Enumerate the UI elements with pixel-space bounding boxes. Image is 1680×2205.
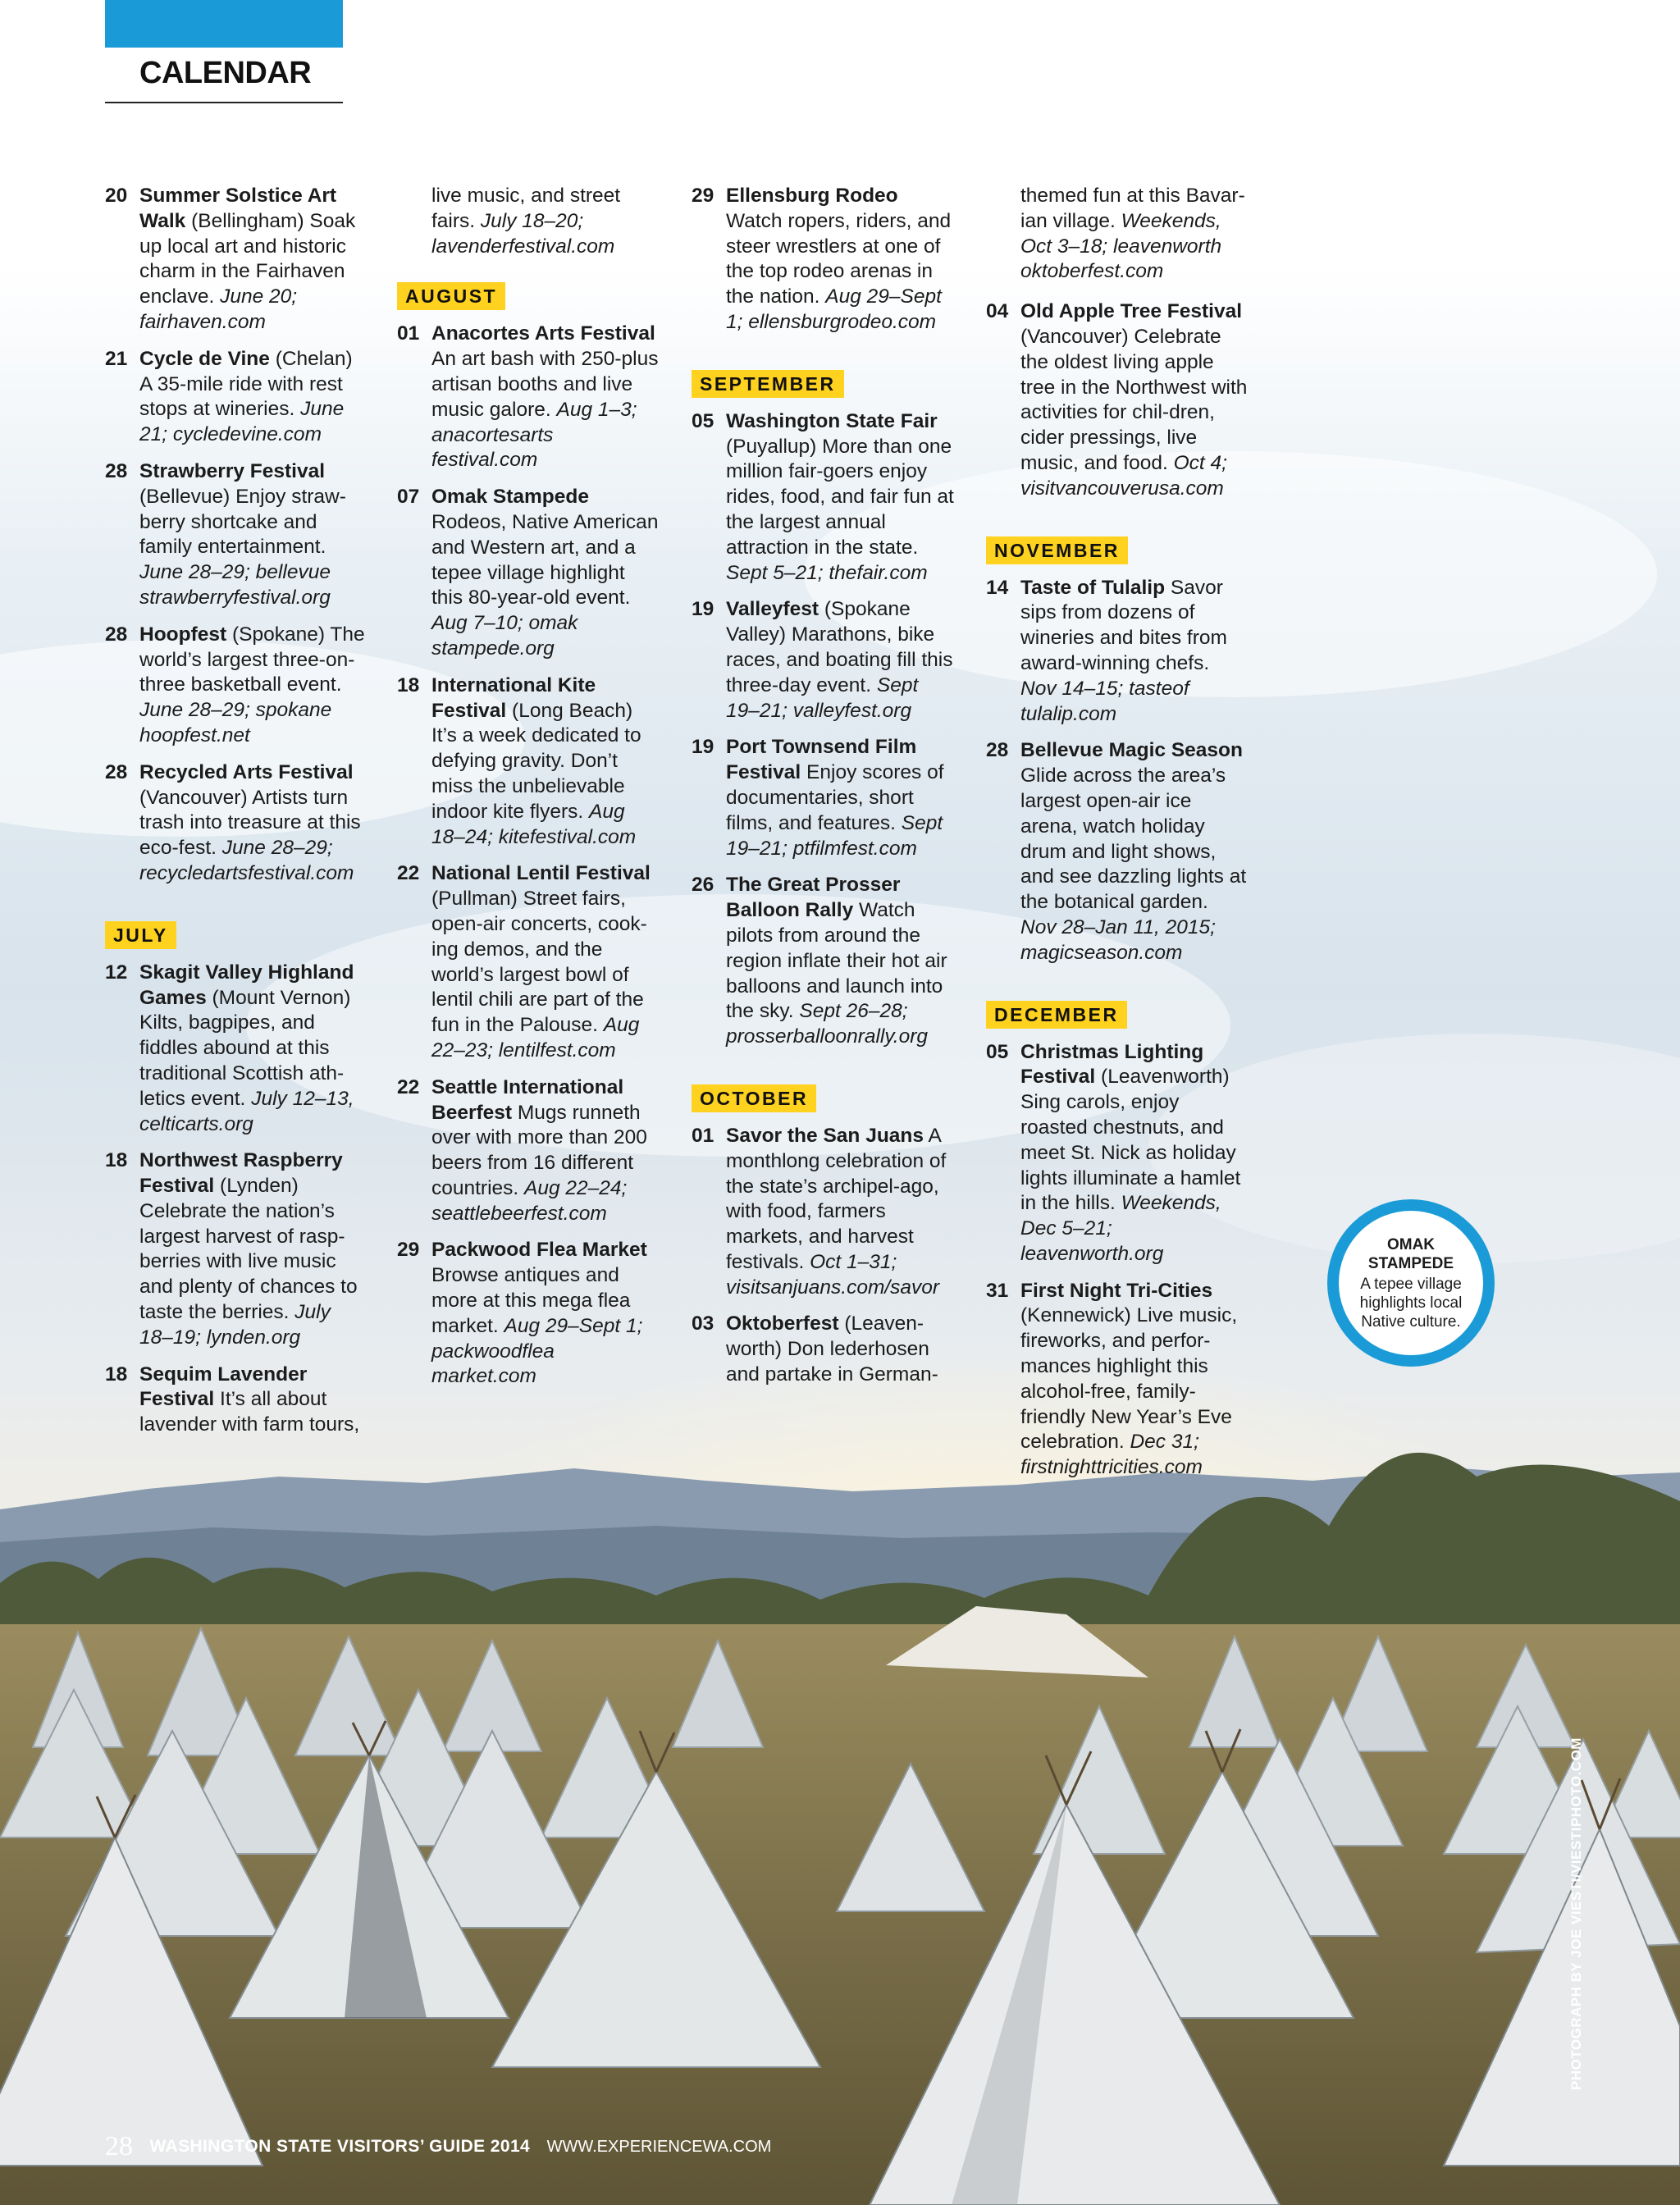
- event-entry: [397, 1238, 660, 1390]
- event-date: Sept 19–21; valleyfest.org: [726, 673, 919, 722]
- event-name: The Great Prosser Balloon Rally: [726, 874, 901, 922]
- event-day: 22: [397, 1075, 420, 1098]
- event-name: Strawberry Festival: [139, 459, 326, 482]
- event-date: Weekends, Dec 5–21; leavenworth.org: [1020, 1192, 1221, 1265]
- month-label-november: NOVEMBER: [986, 536, 1128, 564]
- event-day: 26: [692, 874, 714, 897]
- event-description: (Long Beach) It’s a week dedicated to defying gravity. Don’t miss the unbelievable indoor kite flyers.: [431, 699, 641, 823]
- event-entry: [105, 623, 368, 749]
- event-description: (Vancouver) Celebrate the oldest living apple tree in the Northwest with activities for chil-dren, cider pressings, live music, and food.: [1020, 325, 1248, 474]
- event-entry: [105, 961, 368, 1138]
- event-name: Hoopfest: [139, 623, 227, 646]
- photo-caption-callout: [1327, 1199, 1495, 1367]
- event-day: 01: [692, 1124, 714, 1147]
- event-description: (Spokane Valley) Marathons, bike races, and boating fill this three-day event.: [726, 598, 953, 696]
- event-date: June 21; cycledevine.com: [139, 398, 345, 446]
- event-date: Oct 4; visitvancouverusa.com: [1020, 451, 1227, 500]
- event-date: Sept 19–21; ptfilmfest.com: [726, 811, 943, 860]
- page-number: 28: [105, 2131, 133, 2162]
- header-accent-bar: [105, 0, 343, 48]
- month-label-august: AUGUST: [397, 282, 505, 310]
- event-day: 05: [692, 409, 714, 432]
- event-name: Christmas Lighting Festival: [1020, 1040, 1204, 1089]
- event-entry: [692, 873, 954, 1050]
- event-date: Sept 5–21; thefair.com: [726, 561, 928, 584]
- event-name: Seattle International Beerfest: [431, 1075, 624, 1124]
- event-date: Aug 29–Sept 1; packwoodflea market.com: [431, 1314, 643, 1388]
- event-description: (Chelan) A 35-mile ride with rest stops at wineries.: [139, 347, 353, 421]
- event-date: Aug 29–Sept 1; ellensburgrodeo.com: [726, 285, 942, 333]
- event-entry: [105, 459, 368, 611]
- event-day: 22: [397, 862, 420, 885]
- event-name: Anacortes Arts Festival: [431, 322, 655, 345]
- event-entry: [105, 1148, 368, 1350]
- event-entry: [397, 485, 660, 662]
- event-name: Savor the San Juans: [726, 1124, 924, 1147]
- event-day: 14: [986, 576, 1009, 599]
- event-day: 29: [397, 1239, 420, 1262]
- event-day: 29: [692, 185, 714, 207]
- event-name: Packwood Flea Market: [431, 1239, 647, 1262]
- event-name: Summer Solstice Art Walk: [139, 185, 337, 232]
- event-entry: [692, 409, 954, 587]
- month-label-september: SEPTEMBER: [692, 370, 844, 398]
- event-description: (Kennewick) Live music, fireworks, and perfor-mances highlight this alcohol-free, family-friendly New Year’s Eve celebration.: [1020, 1304, 1238, 1454]
- event-description: Mugs runneth over with more than 200 beers from 16 different countries.: [431, 1101, 647, 1199]
- event-description: (Mount Vernon) Kilts, bagpipes, and fiddles abound at this traditional Scottish ath-letics event.: [139, 986, 351, 1110]
- event-day: 07: [397, 486, 420, 509]
- event-name: Skagit Valley Highland Games: [139, 961, 354, 1009]
- event-name: Ellensburg Rodeo: [726, 185, 898, 207]
- header-divider: [105, 102, 343, 103]
- event-day: 18: [105, 1149, 128, 1172]
- event-name: Washington State Fair: [726, 409, 938, 432]
- event-date: Sept 26–28; prosserballoonrally.org: [726, 1000, 929, 1048]
- event-date: Aug 18–24; kitefestival.com: [431, 800, 637, 848]
- event-day: 03: [692, 1312, 714, 1335]
- event-day: 01: [397, 322, 420, 345]
- event-day: 12: [105, 961, 128, 984]
- month-label-october: OCTOBER: [692, 1084, 816, 1112]
- event-name: Valleyfest: [726, 598, 819, 621]
- event-entry: [105, 1363, 368, 1438]
- event-name: Oktoberfest: [726, 1312, 839, 1335]
- event-date: Nov 14–15; tasteof tulalip.com: [1020, 677, 1189, 725]
- event-entry: [105, 184, 368, 336]
- event-description: A monthlong celebration of the state’s archipel-ago, with food, farmers markets, and harvest festivals.: [726, 1124, 947, 1273]
- event-date: June 28–29; bellevue strawberryfestival.org: [139, 561, 331, 609]
- event-date: June 20; fairhaven.com: [139, 285, 298, 333]
- event-name: Sequim Lavender Festival: [139, 1363, 308, 1411]
- event-description: Enjoy scores of documentaries, short films, and features.: [726, 761, 944, 834]
- photo-credit: PHOTOGRAPH BY JOE VIESTI/VIESTIPHOTO.COM: [1568, 1737, 1584, 2090]
- event-entry: [105, 347, 368, 448]
- event-name: Taste of Tulalip: [1020, 576, 1166, 599]
- event-date: Oct 1–31; visitsanjuans.com/savor: [726, 1250, 940, 1299]
- event-day: 19: [692, 598, 714, 621]
- event-date: Aug 1–3; anacortesarts festival.com: [431, 398, 637, 472]
- event-day: 31: [986, 1279, 1009, 1302]
- event-description: (Lynden) Celebrate the nation’s largest harvest of rasp-berries with live music and plenty of chances to taste the berries.: [139, 1175, 358, 1324]
- event-entry: [986, 738, 1249, 966]
- event-date: July 18–19; lynden.org: [139, 1301, 331, 1349]
- event-entry: [105, 760, 368, 887]
- event-date: June 28–29; spokane hoopfest.net: [139, 699, 332, 746]
- event-description: (Bellevue) Enjoy straw-berry shortcake and family entertainment.: [139, 485, 346, 559]
- month-label-july: JULY: [105, 921, 176, 949]
- event-date: Nov 28–Jan 11, 2015; magicseason.com: [1020, 915, 1216, 964]
- event-day: 21: [105, 347, 128, 370]
- event-name: Bellevue Magic Season: [1020, 739, 1243, 762]
- event-continuation: [986, 184, 1249, 285]
- event-day: 28: [986, 739, 1009, 762]
- event-continuation: [397, 184, 660, 259]
- event-entry: [397, 322, 660, 473]
- event-date: Aug 22–23; lentilfest.com: [431, 1014, 640, 1061]
- event-description: (Spokane) The world’s largest three-on-three basketball event.: [139, 623, 365, 696]
- event-day: 28: [105, 459, 128, 482]
- event-description: (Leavenworth) Sing carols, enjoy roasted chestnuts, and meet St. Nick as holiday lights illuminate a hamlet in the hills.: [1020, 1066, 1241, 1215]
- event-entry: [397, 673, 660, 851]
- event-date: Weekends, Oct 3–18; leavenworth oktoberfest.com: [1020, 209, 1222, 283]
- event-date: June 28–29; recycledartsfestival.com: [139, 837, 354, 884]
- event-description: (Vancouver) Artists turn trash into treasure at this eco-fest.: [139, 786, 361, 860]
- event-entry: [692, 597, 954, 724]
- event-day: 18: [397, 673, 420, 696]
- event-description: Rodeos, Native American and Western art, and a tepee village highlight this 80-year-old event.: [431, 510, 659, 609]
- event-entry: [986, 1279, 1249, 1481]
- callout-body: A tepee village highlights local Native culture.: [1359, 1275, 1463, 1331]
- event-day: 05: [986, 1040, 1009, 1063]
- event-day: 20: [105, 185, 128, 207]
- event-date: Aug 7–10; omak stampede.org: [431, 612, 578, 660]
- event-entry: [986, 299, 1249, 501]
- page-footer: [105, 2131, 771, 2162]
- event-description: Savor sips from dozens of wineries and bites from award-winning chefs.: [1020, 576, 1227, 674]
- event-name: Old Apple Tree Festival: [1020, 300, 1243, 323]
- month-label-december: DECEMBER: [986, 1001, 1127, 1029]
- calendar-column-1: [105, 184, 368, 1449]
- event-name: Recycled Arts Festival: [139, 760, 354, 783]
- event-description: (Pullman) Street fairs, open-air concerts, cook-ing demos, and the world’s largest bowl of lentil chili are part of the fun in the Palouse.: [431, 888, 647, 1037]
- event-description: (Puyallup) More than one million fair-goers enjoy rides, food, and fair fun at the largest annual attraction in the state.: [726, 435, 954, 559]
- event-entry: [692, 1312, 954, 1387]
- event-name: First Night Tri-Cities: [1020, 1279, 1213, 1302]
- event-entry: [986, 1040, 1249, 1267]
- event-date: Dec 31; firstnighttricities.com: [1020, 1431, 1203, 1479]
- event-date: Aug 22–24; seattlebeerfest.com: [431, 1176, 628, 1225]
- event-entry: [692, 1124, 954, 1301]
- event-description: Watch ropers, riders, and steer wrestlers at one of the top rodeo arenas in the nation.: [726, 209, 952, 308]
- event-entry: [397, 1075, 660, 1227]
- event-day: 28: [105, 760, 128, 783]
- event-description: (Bellingham) Soak up local art and historic charm in the Fairhaven enclave.: [139, 209, 356, 308]
- event-description: An art bash with 250-plus artisan booths and live music galore.: [431, 348, 659, 421]
- event-description: (Leaven-worth) Don lederhosen and partake in German-: [726, 1312, 938, 1386]
- event-name: Port Townsend Film Festival: [726, 736, 917, 784]
- event-day: 28: [105, 623, 128, 646]
- calendar-column-2: [397, 184, 660, 1401]
- calendar-column-4: [986, 184, 1249, 1492]
- event-date: July 12–13, celticarts.org: [139, 1087, 354, 1135]
- event-description: live music, and street fairs.: [431, 185, 621, 232]
- event-name: National Lentil Festival: [431, 862, 651, 885]
- event-day: 18: [105, 1363, 128, 1386]
- event-day: 04: [986, 300, 1009, 323]
- event-description: Browse antiques and more at this mega flea market.: [431, 1264, 631, 1337]
- calendar-column-3: [692, 184, 954, 1399]
- website-link[interactable]: WWW.EXPERIENCEWA.COM: [546, 2137, 772, 2156]
- publication-name: WASHINGTON STATE VISITORS’ GUIDE 2014: [149, 2137, 531, 2156]
- event-entry: [692, 184, 954, 336]
- event-name: Northwest Raspberry Festival: [139, 1149, 343, 1198]
- event-description: It’s all about lavender with farm tours,: [139, 1388, 360, 1436]
- event-name: Omak Stampede: [431, 486, 589, 509]
- event-name: Cycle de Vine: [139, 347, 270, 370]
- event-day: 19: [692, 736, 714, 759]
- event-entry: [986, 576, 1249, 728]
- callout-title: OMAK STAMPEDE: [1367, 1235, 1454, 1272]
- event-entry: [397, 861, 660, 1063]
- event-description: themed fun at this Bavar-ian village.: [1020, 185, 1245, 232]
- event-date: July 18–20; lavenderfestival.com: [431, 209, 615, 258]
- event-description: Watch pilots from around the region inflate their hot air balloons and launch into the sky.: [726, 899, 947, 1023]
- event-entry: [692, 735, 954, 861]
- section-title: CALENDAR: [139, 56, 312, 90]
- event-description: Glide across the area’s largest open-air ice arena, watch holiday drum and light shows, and see dazzling lights at the botanical garden.: [1020, 765, 1247, 914]
- event-name: International Kite Festival: [431, 673, 596, 722]
